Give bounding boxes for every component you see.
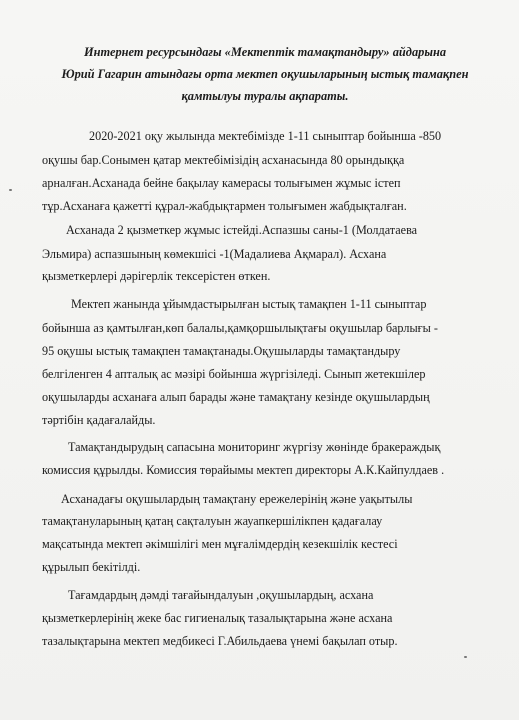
scan-speck <box>464 656 467 658</box>
text-line: тұр.Асханаға қажетті құрал-жабдықтармен толығымен жабдықталған. <box>42 199 407 213</box>
text-line: тәртібін қадағалайды. <box>42 413 156 427</box>
document-title <box>40 41 490 107</box>
text-line: құрылып бекітілді. <box>42 560 141 574</box>
text-line: Эльмира) аспазшының көмекшісі -1(Мадалиева Ақмарал). Асхана <box>42 247 387 261</box>
text-line: Тағамдардың дәмді тағайындалуын ,оқушылардың, асхана <box>68 588 374 602</box>
scan-speck <box>9 189 12 191</box>
text-line: қызметкерлерінің жеке бас гигиеналық тазалықтарына және асхана <box>42 611 393 625</box>
text-line: оқушы бар.Сонымен қатар мектебімізідің асханасында 80 орындыққа <box>42 153 405 167</box>
text-line: мақсатында мектеп әкімшілігі мен мұғалімдердің кезекшілік кестесі <box>42 537 398 551</box>
text-line: бойынша аз қамтылған,көп балалы,қамқоршылықтағы оқушылар барлығы - <box>42 321 438 335</box>
text-line: белгіленген 4 апталық ас мәзірі бойынша жүргізіледі. Сынып жетекшілер <box>42 367 426 381</box>
text-line: тамақтануларының қатаң сақталуын жауапкершілікпен қадағалау <box>42 514 383 528</box>
text-line: 95 оқушы ыстық тамақпен тамақтанады.Оқушыларды тамақтандыру <box>42 344 401 358</box>
text-line: Асханада 2 қызметкер жұмыс істейді.Аспазшы саны-1 (Молдатаева <box>66 223 418 237</box>
title-line-1: Интернет ресурсындағы «Мектептік тамақтандыру» айдарына <box>83 45 447 59</box>
text-line: оқушыларды асханаға алып барады және тамақтану кезінде оқушылардың <box>42 390 430 404</box>
text-line: комиссия құрылды. Комиссия төрайымы мектеп директоры А.К.Кайпулдаев . <box>42 463 445 477</box>
text-line: арналған.Асханада бейне бақылау камерасы толығымен жұмыс істеп <box>42 176 401 190</box>
text-line: Асханадағы оқушылардың тамақтану ережелерінің және уақытылы <box>61 492 413 506</box>
text-line: 2020-2021 оқу жылында мектебімізде 1-11 сыныптар бойынша -850 <box>89 129 442 143</box>
title-line-3: қамтылуы туралы ақпараты. <box>181 89 349 103</box>
text-line: Тамақтандырудың сапасына мониторинг жүргізу жөнінде бракераждық <box>68 440 441 454</box>
text-line: тазалықтарына мектеп медбикесі Г.Абильдаева үнемі бақылап отыр. <box>42 634 398 648</box>
text-line: қызметкерлері дәрігерлік тексерістен өткен. <box>42 269 271 283</box>
title-line-2: Юрий Гагарин атындағы орта мектеп оқушыларының ыстық тамақпен <box>61 67 469 81</box>
text-line: Мектеп жанында ұйымдастырылған ыстық тамақпен 1-11 сыныптар <box>71 297 427 311</box>
